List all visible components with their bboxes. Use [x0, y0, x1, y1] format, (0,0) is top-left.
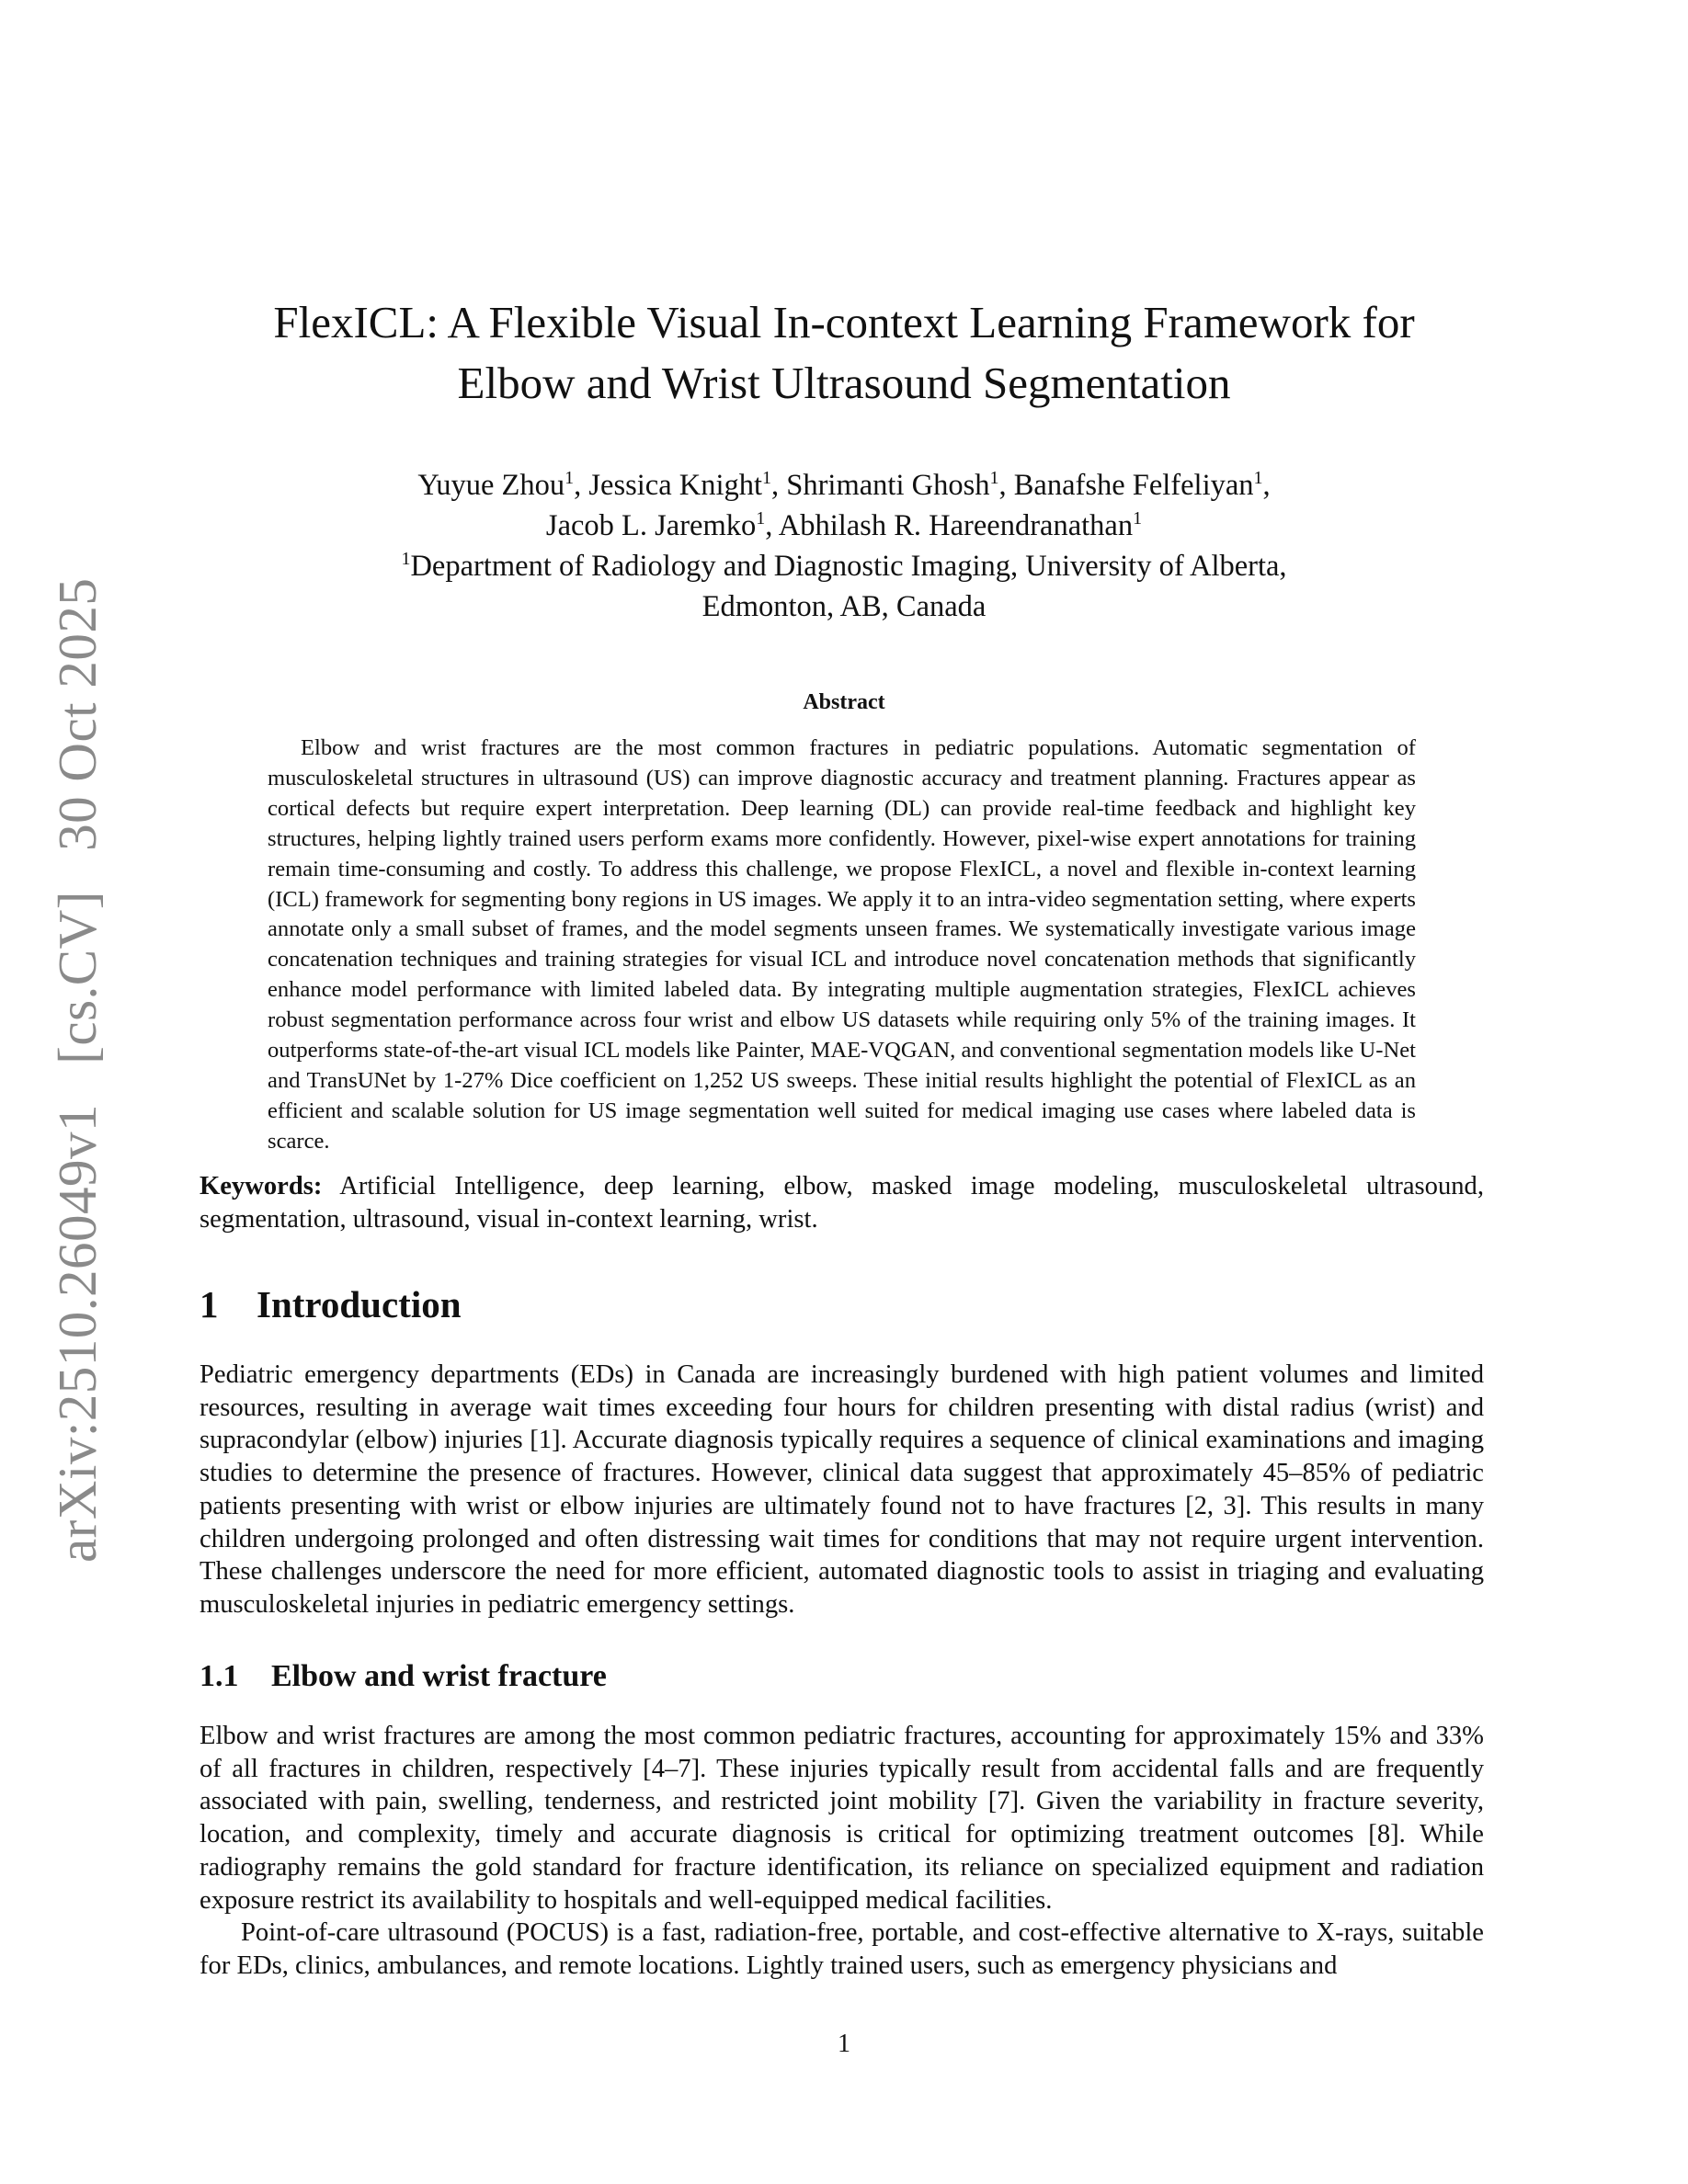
section-number: 1: [200, 1283, 219, 1325]
affiliation-mark: 1: [401, 549, 411, 569]
affiliation-mark: 1: [565, 468, 575, 488]
affiliation-mark: 1: [989, 468, 999, 488]
affiliation-mark: 1: [762, 468, 772, 488]
abstract-text: Elbow and wrist fractures are the most common fractures in pediatric populations. Automatic segmentation of musculoskeletal structures in ultrasound (US) can improve diagnostic accuracy and treatment planning. Fractures appear as cortical defects but require expert interpretation. Deep learning (DL) can provide real-time feedback and highlight key structures, helping lightly trained users perform exams more confidently. However, pixel-wise expert annotations for training remain time-consuming and costly. To address this challenge, we propose FlexICL, a novel and flexible in-context learning (ICL) framework for segmenting bony regions in US images. We apply it to an intra-video segmentation setting, where experts annotate only a small subset of frames, and the model segments unseen frames. We systematically investigate various image concatenation techniques and training strategies for visual ICL and introduce novel concatenation methods that significantly enhance model performance with limited labeled data. By integrating multiple augmentation strategies, FlexICL achieves robust segmentation performance across four wrist and elbow US datasets while requiring only 5% of the training images. It outperforms state-of-the-art visual ICL models like Painter, MAE-VQGAN, and conventional segmentation models like U-Net and TransUNet by 1-27% Dice coefficient on 1,252 US sweeps. These initial results highlight the potential of FlexICL as an efficient and scalable solution for US image segmentation well suited for medical imaging use cases where labeled data is scarce.: [268, 735, 1416, 1154]
author-name: Jacob L. Jaremko: [545, 509, 757, 542]
author-name: Yuyue Zhou: [417, 469, 565, 502]
subsection-title: Elbow and wrist fracture: [271, 1659, 607, 1693]
arxiv-date: 30 Oct 2025: [47, 577, 108, 851]
paper-title: [0, 292, 1688, 414]
author-block: [0, 465, 1688, 627]
fracture-paragraph-2: Point-of-care ultrasound (POCUS) is a fast, radiation-free, portable, and cost-effective alternative to X-rays, suitable for EDs, clinics, ambulances, and remote locations. Lightly trained users, such as emergency physicians and: [200, 1918, 1484, 1980]
affiliation-mark: 1: [1253, 468, 1263, 488]
affiliation-line-2: Edmonton, AB, Canada: [701, 590, 987, 623]
author-name: Jessica Knight: [588, 469, 763, 502]
subsection-heading-fracture: [200, 1659, 607, 1694]
affiliation-mark: 1: [756, 508, 766, 529]
arxiv-id[interactable]: arXiv:2510.26049v1: [47, 1104, 108, 1563]
introduction-paragraph: Pediatric emergency departments (EDs) in Canada are increasingly burdened with high patient volumes and limited resources, resulting in average wait times exceeding four hours for children presenting with distal radius (wrist) and supracondylar (elbow) injuries [1]. Accurate diagnosis typically requires a sequence of clinical examinations and imaging studies to determine the presence of fractures. However, clinical data suggest that approximately 45–85% of pediatric patients presenting with wrist or elbow injuries are ultimately found not to have fractures [2, 3]. This results in many children undergoing prolonged and often distressing wait times for conditions that may not require urgent intervention. These challenges underscore the need for more efficient, automated diagnostic tools to assist in triaging and evaluating musculoskeletal injuries in pediatric emergency settings.: [200, 1360, 1484, 1619]
affiliation-text: Department of Radiology and Diagnostic Imaging, University of Alberta,: [410, 550, 1287, 583]
author-line-1: Yuyue Zhou$^1$, Jessica Knight$^1$, Shrimanti Ghosh$^1$, Banafshe Felfeliyan$^1$,: [417, 468, 1271, 502]
arxiv-category: [cs.CV]: [47, 891, 108, 1064]
page-number: 1: [838, 2030, 850, 2058]
keywords-block: [200, 1170, 1484, 1236]
author-line-2: Jacob L. Jaremko$^1$, Abhilash R. Hareendranathan$^1$: [545, 508, 1143, 542]
keywords-label: Keywords:: [200, 1172, 323, 1200]
author-name: Shrimanti Ghosh: [786, 469, 990, 502]
affiliation-line-1: [0, 546, 1688, 586]
title-line-1: FlexICL: A Flexible Visual In-context Learning Framework for: [273, 297, 1415, 347]
abstract-heading: Abstract: [803, 690, 885, 714]
fracture-paragraph-1: Elbow and wrist fractures are among the most common pediatric fractures, accounting for approximately 15% and 33% of all fractures in children, respectively [4–7]. These injuries typically result from accidental falls and are frequently associated with pain, swelling, tenderness, and restricted joint mobility [7]. Given the variability in fracture severity, location, and complexity, timely and accurate diagnosis is critical for optimizing treatment outcomes [8]. While radiography remains the gold standard for fracture identification, its reliance on specialized equipment and radiation exposure restrict its availability to hospitals and well-equipped medical facilities.: [200, 1722, 1484, 1915]
keywords-text: Artificial Intelligence, deep learning, elbow, masked image modeling, musculoskeletal ultrasound, segmentation, ultrasound, visual in-context learning, wrist.: [200, 1172, 1484, 1234]
title-line-2: Elbow and Wrist Ultrasound Segmentation: [457, 358, 1231, 408]
affiliation-mark: 1: [1133, 508, 1143, 529]
subsection-number: 1.1: [200, 1659, 239, 1693]
section-title: Introduction: [257, 1283, 462, 1325]
author-name: Banafshe Felfeliyan: [1013, 469, 1254, 502]
section-heading-introduction: [200, 1282, 462, 1326]
author-name: Abhilash R. Hareendranathan: [778, 509, 1134, 542]
